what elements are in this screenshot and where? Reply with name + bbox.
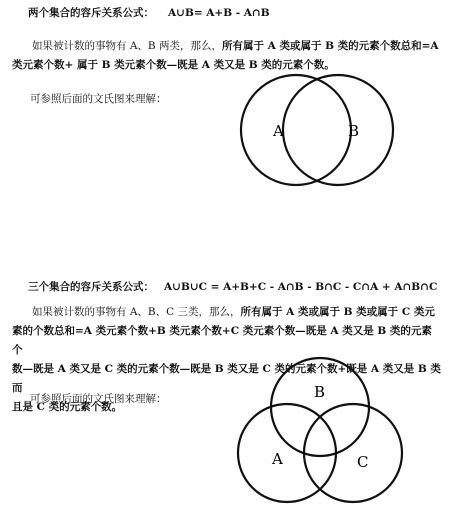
section2-para-bold-1: 所有属于 A 类或属于 B 类或属于 C 类元	[240, 306, 435, 318]
section1-para-bold-2: 类元素个数+ 属于 B 类元素个数—既是 A 类又是 B 类的元素个数。	[12, 59, 335, 71]
venn1-circle-a	[241, 75, 351, 185]
venn1-label-b: B	[348, 122, 360, 140]
venn2-label-c: C	[357, 453, 369, 471]
venn2-circle-b	[271, 358, 369, 456]
section1-formula: A∪B= A+B - A∩B	[168, 7, 270, 19]
section2-para-bold-4: 且是 C 类的元素个数。	[12, 401, 123, 413]
section1-hint: 可参照后面的文氏图来理解：	[30, 93, 167, 105]
venn2-label-b: B	[314, 383, 326, 401]
venn-three-sets	[238, 358, 402, 502]
section1-para-plain: 如果被计数的事物有 A、B 两类，那么，	[32, 40, 222, 52]
section1-para-bold-1: 所有属于 A 类或属于 B 类的元素个数总和=A	[221, 40, 439, 52]
section1-heading-text: 两个集合的容斥关系公式：	[28, 7, 154, 19]
section2-para-bold-2: 素的个数总和=A 类元素个数+B 类元素个数+C 类元素个数—既是 A 类又是 B 类的元素个	[12, 325, 432, 356]
venn1-circle-b	[283, 75, 393, 185]
venn-two-sets	[241, 75, 393, 185]
venn2-label-a: A	[272, 450, 283, 468]
section2-para-plain: 如果被计数的事物有 A、B、C 三类，那么，	[32, 306, 241, 318]
venn2-circle-c	[304, 404, 402, 502]
section2-para-bold-3: 数—既是 A 类又是 C 类的元素个数—既是 B 类又是 C 类的元素个数+既是 A 类又是 B 类而	[12, 363, 441, 394]
venn2-circle-a	[238, 404, 336, 502]
section2-heading-text: 三个集合的容斥关系公式：	[28, 281, 154, 293]
section2-hint: 可参照后面的文氏图来理解：	[30, 393, 167, 405]
venn1-label-a: A	[273, 122, 284, 140]
section2-formula: A∪B∪C = A+B+C - A∩B - B∩C - C∩A + A∩B∩C	[164, 281, 438, 293]
